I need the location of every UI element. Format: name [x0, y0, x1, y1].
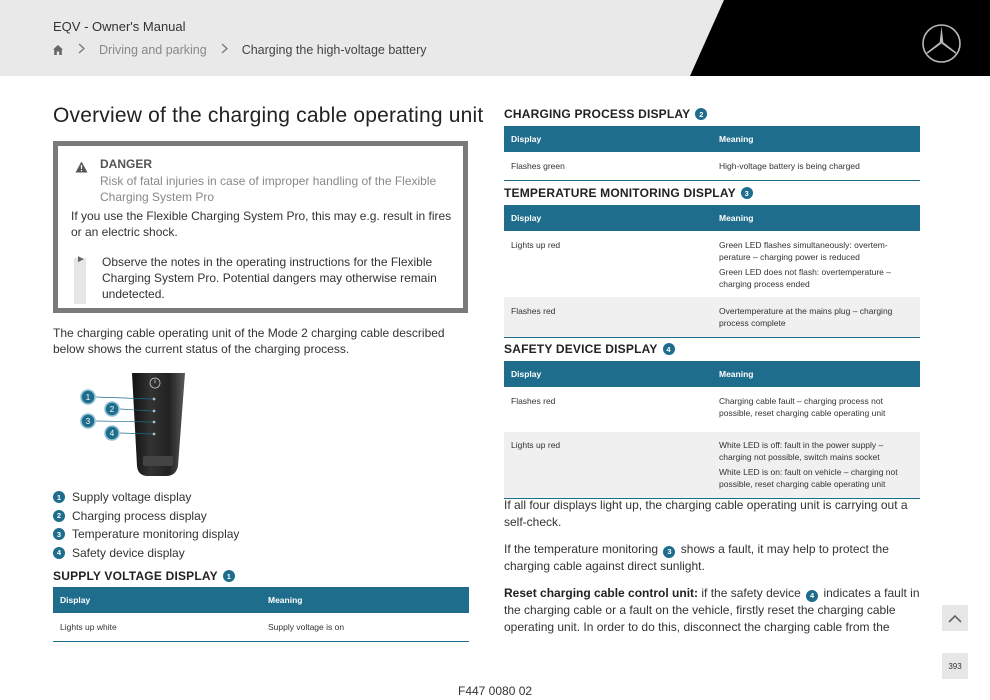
- table-header: [504, 361, 920, 387]
- figure-callout: [105, 426, 119, 440]
- scroll-to-top-button[interactable]: [942, 605, 968, 631]
- svg-text:1: 1: [85, 393, 91, 402]
- legend-label: Temperature monitoring display: [72, 527, 240, 542]
- display-cell: Lights up white: [60, 622, 117, 632]
- breadcrumb-driving-and-parking[interactable]: Driving and parking: [99, 42, 207, 57]
- chevron-right-icon: [221, 42, 228, 57]
- safety-device-table: [504, 361, 920, 499]
- column-header-meaning: Meaning: [719, 213, 754, 223]
- page-number: 393: [942, 653, 968, 679]
- meaning-cell: Green LED flashes simultaneously: overtem-perature – charging power is reduced Green LED does not flash: overtemperature – charging process ended: [719, 240, 891, 289]
- table-row: [504, 231, 920, 297]
- legend-item: [53, 525, 239, 544]
- table-header: [504, 205, 920, 231]
- manual-title: EQV - Owner's Manual: [53, 19, 186, 34]
- safety-device-heading: [504, 342, 675, 356]
- danger-text: If you use the Flexible Charging System Pro, this may e.g. result in fires or an electric shock.: [71, 209, 452, 239]
- danger-step: Observe the notes in the operating instructions for the Flexible Charging System Pro. Potential dangers may otherwise remain undetected.: [102, 255, 437, 301]
- step-arrow-icon: ►: [76, 254, 86, 265]
- warning-triangle-icon: [75, 161, 88, 173]
- meaning-cell: Supply voltage is on: [268, 622, 345, 632]
- meaning-cell: High-voltage battery is being charged: [719, 161, 860, 171]
- svg-text:3: 3: [85, 417, 91, 426]
- number-badge: 2: [695, 108, 707, 120]
- number-badge: 2: [53, 510, 65, 522]
- number-badge: 3: [741, 187, 753, 199]
- display-cell: Lights up red: [511, 240, 561, 250]
- table-row: [504, 432, 920, 498]
- supply-voltage-heading: [53, 569, 235, 583]
- supply-voltage-table: [53, 587, 469, 642]
- meaning-cell: White LED is off: fault in the power supply – charging not possible, switch mains socket White LED is on: fault on vehicle – charging not possible, reset charging cable operating unit: [719, 440, 898, 489]
- svg-text:2: 2: [109, 405, 115, 414]
- charging-process-heading: [504, 107, 707, 121]
- page-title: Overview of the charging cable operating unit: [53, 104, 484, 127]
- column-header-display: Display: [511, 369, 542, 379]
- legend-label: Safety device display: [72, 545, 185, 560]
- danger-title: DANGER: [100, 157, 153, 171]
- figure-callout: [105, 402, 119, 416]
- table-row: [504, 387, 920, 432]
- column-header-display: Display: [60, 595, 91, 605]
- mercedes-star-logo[interactable]: [921, 23, 962, 64]
- temperature-monitoring-heading: [504, 186, 753, 200]
- svg-text:4: 4: [109, 429, 115, 438]
- number-badge: 3: [663, 546, 675, 558]
- temperature-monitoring-table: [504, 205, 920, 338]
- section-title: SAFETY DEVICE DISPLAY: [504, 342, 658, 356]
- display-cell: Flashes red: [511, 396, 556, 406]
- breadcrumb-current: Charging the high-voltage battery: [241, 42, 427, 57]
- legend-label: Charging process display: [72, 508, 207, 523]
- figure-callout: [81, 414, 95, 428]
- table-header: [53, 587, 469, 613]
- legend-label: Supply voltage display: [72, 490, 192, 505]
- section-title: TEMPERATURE MONITORING DISPLAY: [504, 186, 736, 200]
- breadcrumb: [52, 42, 427, 57]
- temperature-tip-text: If the temperature monitoring 3 shows a fault, it may help to protect the charging cable against direct sunlight.: [504, 542, 889, 574]
- table-row: [504, 297, 920, 337]
- charging-unit-illustration: [78, 370, 193, 478]
- column-header-meaning: Meaning: [719, 369, 754, 379]
- column-header-display: Display: [511, 213, 542, 223]
- section-title: CHARGING PROCESS DISPLAY: [504, 107, 691, 121]
- number-badge: 4: [53, 547, 65, 559]
- meaning-cell: Overtemperature at the mains plug – charging process complete: [719, 306, 893, 328]
- column-header-display: Display: [511, 134, 542, 144]
- table-row: [504, 152, 920, 180]
- legend-item: [53, 488, 239, 507]
- figure-legend: [53, 488, 239, 562]
- number-badge: 4: [663, 343, 675, 355]
- chevron-up-icon: [948, 614, 962, 623]
- display-cell: Flashes green: [511, 161, 565, 171]
- charging-process-table: [504, 126, 920, 181]
- number-badge: 1: [223, 570, 235, 582]
- home-icon[interactable]: [52, 44, 64, 56]
- display-cell: Lights up red: [511, 440, 561, 450]
- table-row: [53, 613, 469, 641]
- reset-instructions-text: Reset charging cable control unit: if the safety device 4 indicates a fault in the charging cable or a fault on the vehicle, firstly reset the charging cable operating unit. In order to do this, disconnect the charging cable from the: [504, 586, 920, 634]
- legend-item: [53, 507, 239, 526]
- intro-text: The charging cable operating unit of the Mode 2 charging cable described below shows the current status of the charging process.: [53, 326, 445, 356]
- number-badge: 4: [806, 590, 818, 602]
- number-badge: 1: [53, 491, 65, 503]
- display-cell: Flashes red: [511, 306, 556, 316]
- chevron-right-icon: [78, 42, 85, 57]
- figure-callout: [81, 390, 95, 404]
- self-check-text: If all four displays light up, the charging cable operating unit is carrying out a self-check.: [504, 498, 908, 529]
- section-title: SUPPLY VOLTAGE DISPLAY: [53, 569, 218, 583]
- column-header-meaning: Meaning: [719, 134, 754, 144]
- legend-item: [53, 544, 239, 563]
- danger-subtitle: Risk of fatal injuries in case of improper handling of the Flexible Charging System Pro: [100, 174, 437, 204]
- meaning-cell: Charging cable fault – charging process not possible, reset charging cable operating unit: [719, 396, 886, 418]
- danger-notice: [53, 141, 468, 313]
- figure-code: F447 0080 02: [458, 684, 533, 698]
- column-header-meaning: Meaning: [268, 595, 303, 605]
- table-header: [504, 126, 920, 152]
- number-badge: 3: [53, 528, 65, 540]
